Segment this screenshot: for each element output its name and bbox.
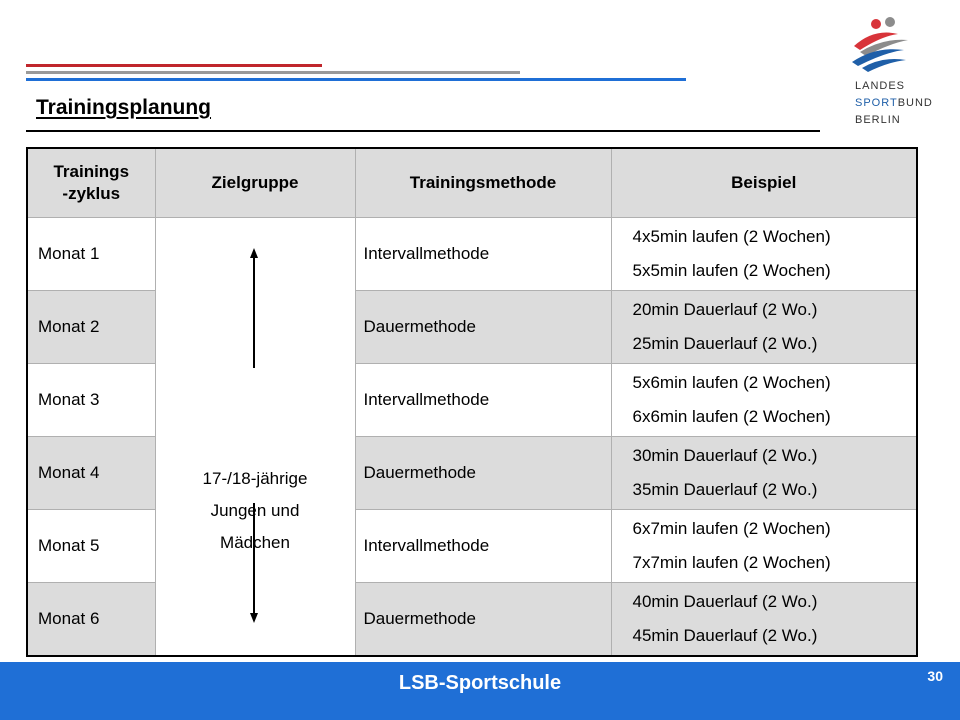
cell-zielgruppe [155,218,355,657]
header-beispiel: Beispiel [611,148,917,218]
beispiel-line2: 6x6min laufen (2 Wochen) [632,407,831,426]
cell-beispiel [611,437,917,510]
beispiel-line1: 5x6min laufen (2 Wochen) [632,373,831,392]
logo-sport-word: SPORT [855,97,898,109]
training-plan-table [26,147,918,657]
cell-beispiel [611,510,917,583]
arrow-down-icon [244,503,264,623]
header-zyklus-line1: Trainings [53,162,130,181]
beispiel-line2: 7x7min laufen (2 Wochen) [632,553,831,572]
zielgruppe-line3: Mädchen [220,533,290,552]
logo-line-3: BERLIN [855,114,901,126]
beispiel-line2: 5x5min laufen (2 Wochen) [632,261,831,280]
beispiel-line2: 45min Dauerlauf (2 Wo.) [632,626,818,645]
beispiel-line2: 25min Dauerlauf (2 Wo.) [632,334,818,353]
cell-monat: Monat 5 [27,510,155,583]
cell-monat: Monat 4 [27,437,155,510]
cell-monat: Monat 3 [27,364,155,437]
footer-bar [0,662,960,720]
header-trainingsmethode: Trainingsmethode [355,148,611,218]
logo-line-2 [855,95,933,112]
page-number: 30 [927,668,943,684]
logo-bund-word: BUND [897,97,933,109]
page-title: Trainingsplanung [36,96,212,119]
arrow-up-icon [244,248,264,368]
zielgruppe-line1: 17-/18-jährige [202,469,308,488]
cell-methode: Intervallmethode [355,510,611,583]
lsb-logo-text [855,78,933,129]
title-divider [26,130,820,132]
beispiel-line2: 35min Dauerlauf (2 Wo.) [632,480,818,499]
cell-beispiel [611,583,917,657]
footer-label: LSB-Sportschule [398,672,562,694]
cell-beispiel [611,218,917,291]
cell-monat: Monat 2 [27,291,155,364]
cell-methode: Dauermethode [355,583,611,657]
decorative-line-blue [26,78,686,81]
header-trainingszyklus [27,148,155,218]
cell-methode: Intervallmethode [355,364,611,437]
cell-methode: Intervallmethode [355,218,611,291]
cell-monat: Monat 1 [27,218,155,291]
header-zyklus-line2: -zyklus [62,184,121,203]
cell-monat: Monat 6 [27,583,155,657]
beispiel-line1: 4x5min laufen (2 Wochen) [632,227,831,246]
cell-methode: Dauermethode [355,437,611,510]
decorative-line-gray [26,71,520,74]
cell-methode: Dauermethode [355,291,611,364]
cell-beispiel [611,364,917,437]
decorative-line-red [26,64,322,67]
header-zielgruppe: Zielgruppe [155,148,355,218]
table-header-row [27,148,917,218]
zielgruppe-line2: Jungen und [210,501,300,520]
beispiel-line1: 30min Dauerlauf (2 Wo.) [632,446,818,465]
beispiel-line1: 6x7min laufen (2 Wochen) [632,519,831,538]
logo-line-1: LANDES [855,80,906,92]
cell-beispiel [611,291,917,364]
beispiel-line1: 20min Dauerlauf (2 Wo.) [632,300,818,319]
zielgruppe-wrapper [156,218,355,655]
beispiel-line1: 40min Dauerlauf (2 Wo.) [632,592,818,611]
table-row [27,218,917,291]
